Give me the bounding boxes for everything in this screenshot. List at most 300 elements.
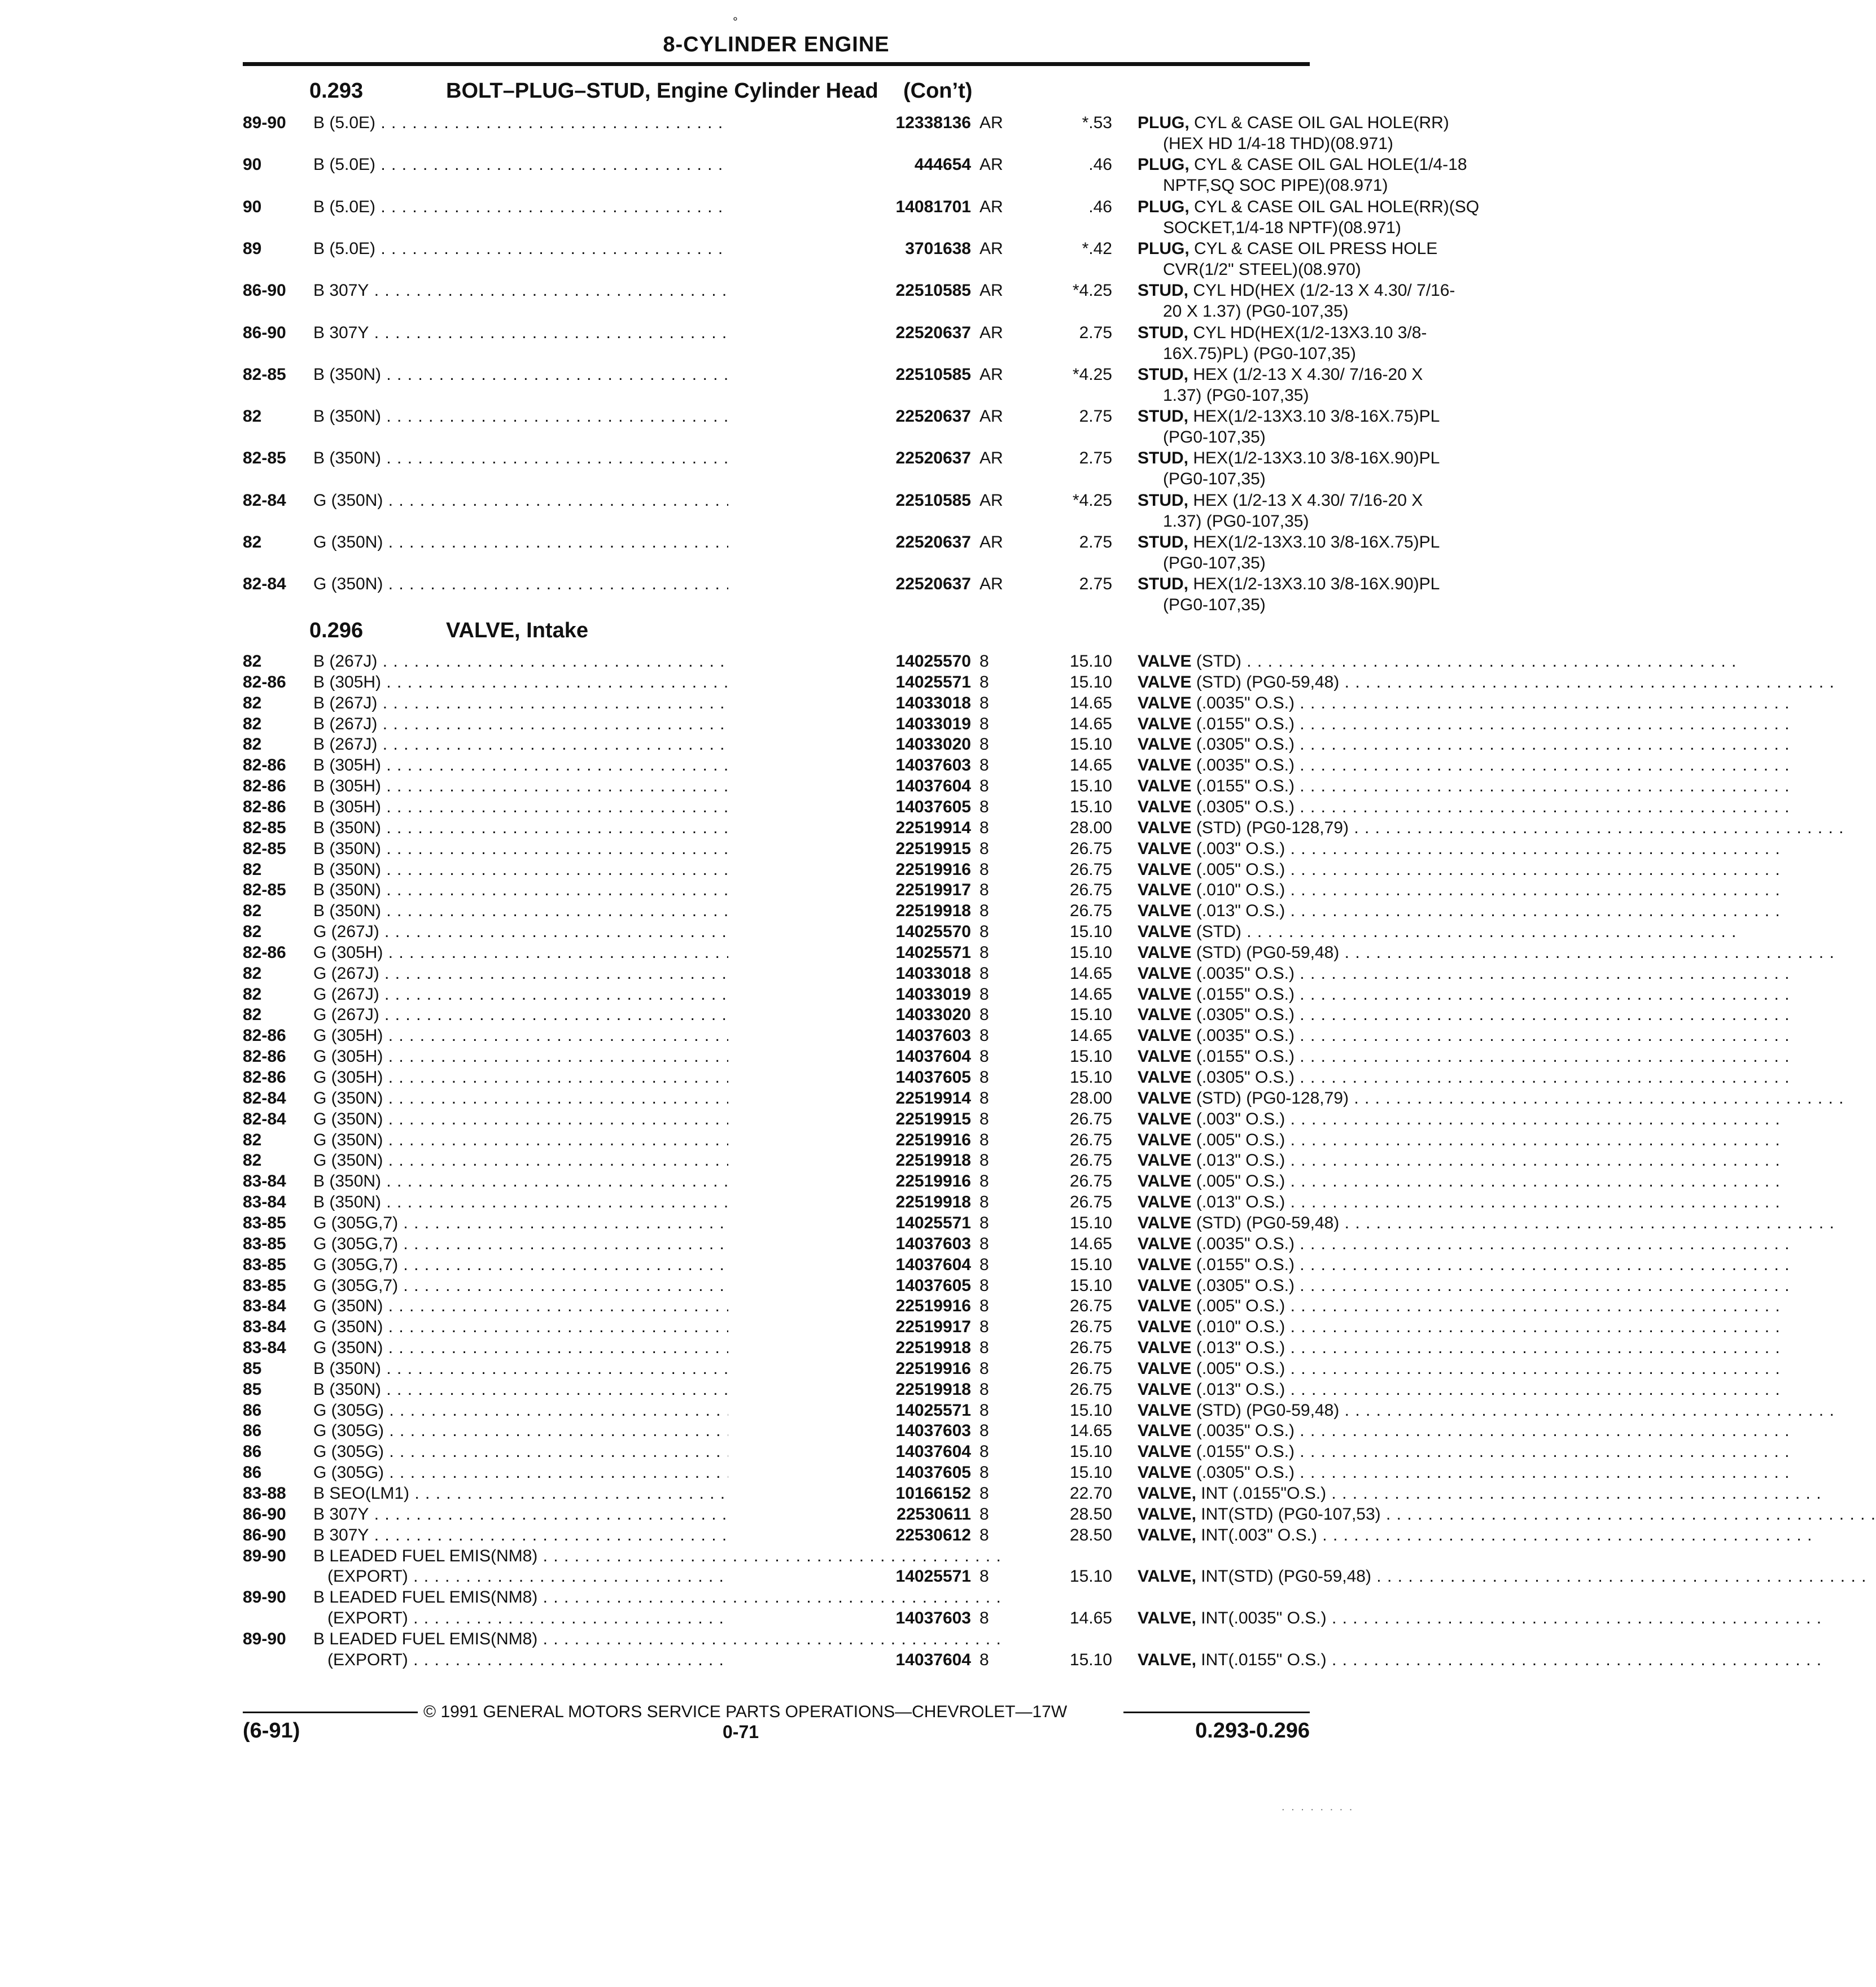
part-number: 14037605 bbox=[728, 1276, 971, 1296]
price: 26.75 bbox=[1069, 839, 1112, 858]
quantity: AR bbox=[979, 281, 1003, 300]
model-code: B (350N) . . . bbox=[313, 406, 852, 427]
part-number: 14025571 bbox=[728, 1213, 971, 1233]
price: 2.75 bbox=[1079, 533, 1112, 552]
description-text: (STD) . . . bbox=[1192, 652, 1737, 671]
model-code: B (350N) . . . bbox=[313, 839, 852, 859]
description-text: (.005" O.S.) . . . bbox=[1192, 1359, 1781, 1378]
part-number: 14037604 bbox=[728, 1442, 971, 1462]
part-number: 22519916 bbox=[728, 860, 971, 880]
description-text: (.005" O.S.) . . . bbox=[1192, 860, 1781, 879]
description-text: 20 X 1.37) (PG0-107,35) bbox=[1163, 302, 1349, 321]
quantity: 8 bbox=[979, 922, 989, 942]
description-keyword: VALVE bbox=[1138, 1297, 1192, 1316]
section-title: VALVE, Intake bbox=[446, 619, 588, 642]
year-range: 82 bbox=[243, 922, 262, 942]
model-code: G (305H) . . . bbox=[313, 1047, 852, 1067]
description bbox=[1138, 1130, 1550, 1150]
model-code-continued: (EXPORT) . . . bbox=[327, 1566, 867, 1587]
year-range: 82-86 bbox=[243, 756, 286, 775]
description-keyword: STUD, bbox=[1138, 323, 1188, 342]
description-text: 1.37) (PG0-107,35) bbox=[1163, 511, 1309, 531]
part-number: 22520637 bbox=[728, 323, 971, 343]
description bbox=[1138, 672, 1550, 693]
description-text: CYL HD(HEX(1/2-13X3.10 3/8- bbox=[1188, 323, 1427, 342]
quantity: 8 bbox=[979, 1130, 989, 1149]
description-continued bbox=[1163, 260, 1550, 280]
quantity: 8 bbox=[979, 1567, 989, 1586]
quantity: AR bbox=[979, 155, 1003, 174]
section-continued-note: (Con’t) bbox=[903, 79, 973, 103]
year-range: 85 bbox=[243, 1380, 262, 1399]
part-number: 14037603 bbox=[728, 755, 971, 776]
year-range: 82-85 bbox=[243, 881, 286, 900]
model-code: B (267J) . . . bbox=[313, 734, 852, 755]
part-number: 10166152 bbox=[728, 1483, 971, 1504]
description-text: (.0035" O.S.) . . . bbox=[1192, 694, 1790, 712]
description-text: HEX(1/2-13X3.10 3/8-16X.90)PL bbox=[1188, 449, 1440, 468]
description bbox=[1138, 491, 1550, 511]
description bbox=[1138, 113, 1550, 133]
part-number: 14033020 bbox=[728, 1005, 971, 1025]
description-keyword: VALVE, bbox=[1138, 1567, 1196, 1586]
quantity: 8 bbox=[979, 1109, 989, 1128]
footer-rule-right bbox=[1123, 1712, 1310, 1713]
model-code: B (350N) . . . bbox=[313, 1171, 852, 1192]
price: 15.10 bbox=[1069, 735, 1112, 754]
quantity: 8 bbox=[979, 818, 989, 837]
price: 15.10 bbox=[1069, 1005, 1112, 1025]
description bbox=[1138, 651, 1550, 672]
quantity: 8 bbox=[979, 1504, 989, 1524]
description-keyword: VALVE bbox=[1138, 1380, 1192, 1399]
description bbox=[1138, 1192, 1550, 1213]
quantity: AR bbox=[979, 575, 1003, 594]
model-code: G (305H) . . . bbox=[313, 1067, 852, 1088]
description-keyword: VALVE bbox=[1138, 1068, 1192, 1087]
price: 15.10 bbox=[1069, 943, 1112, 962]
price: 26.75 bbox=[1069, 1380, 1112, 1399]
description-text: (.005" O.S.) . . . bbox=[1192, 1172, 1781, 1191]
description-keyword: VALVE bbox=[1138, 714, 1192, 733]
description-text: (PG0-107,35) bbox=[1163, 470, 1266, 489]
description-keyword: VALVE, bbox=[1138, 1484, 1196, 1503]
description-keyword: STUD, bbox=[1138, 491, 1188, 510]
description-continued bbox=[1163, 134, 1550, 154]
description bbox=[1138, 1213, 1550, 1233]
price: 28.50 bbox=[1069, 1504, 1112, 1524]
part-number: 14025571 bbox=[728, 1566, 971, 1587]
year-range: 82-85 bbox=[243, 365, 286, 384]
part-number: 22519918 bbox=[728, 1380, 971, 1400]
description bbox=[1138, 1067, 1550, 1088]
price: 28.00 bbox=[1069, 818, 1112, 837]
quantity: AR bbox=[979, 533, 1003, 552]
description-text: CVR(1/2" STEEL)(08.970) bbox=[1163, 260, 1361, 279]
description bbox=[1138, 406, 1550, 427]
year-range: 82 bbox=[243, 533, 262, 552]
description-keyword: VALVE bbox=[1138, 881, 1192, 900]
price: 26.75 bbox=[1069, 1338, 1112, 1358]
year-range: 82 bbox=[243, 964, 262, 983]
description-keyword: VALVE bbox=[1138, 984, 1192, 1004]
part-number: 14081701 bbox=[728, 197, 971, 217]
description-continued bbox=[1163, 511, 1550, 532]
description-keyword: VALVE bbox=[1138, 1421, 1192, 1441]
part-number: 22519916 bbox=[728, 1171, 971, 1192]
quantity: 8 bbox=[979, 1359, 989, 1378]
part-number: 22520637 bbox=[728, 406, 971, 427]
year-range: 86-90 bbox=[243, 1504, 286, 1524]
description bbox=[1138, 1296, 1550, 1316]
model-code: G (305H) . . . bbox=[313, 943, 852, 963]
price: 15.10 bbox=[1069, 652, 1112, 671]
description-keyword: VALVE bbox=[1138, 797, 1192, 816]
model-code: B 307Y . . . bbox=[313, 281, 852, 301]
price: 2.75 bbox=[1079, 575, 1112, 594]
description-text: (.0305" O.S.) . . . bbox=[1192, 735, 1790, 754]
description-text: CYL & CASE OIL PRESS HOLE bbox=[1189, 239, 1438, 258]
price: 15.10 bbox=[1069, 1442, 1112, 1461]
model-code: B (305H) . . . bbox=[313, 776, 852, 796]
part-number: 14025571 bbox=[728, 943, 971, 963]
price: 2.75 bbox=[1079, 323, 1112, 342]
footer-copyright: © 1991 GENERAL MOTORS SERVICE PARTS OPERATIONS—CHEVROLET—17W bbox=[423, 1702, 1068, 1721]
part-number: 14037604 bbox=[728, 1255, 971, 1275]
description-keyword: VALVE bbox=[1138, 1213, 1192, 1232]
year-range: 82 bbox=[243, 1005, 262, 1025]
model-code: B SEO(LM1) . . . bbox=[313, 1483, 852, 1504]
description-keyword: VALVE bbox=[1138, 1088, 1192, 1108]
part-number: 22530612 bbox=[728, 1525, 971, 1546]
year-range: 82-84 bbox=[243, 575, 286, 594]
model-code: B (5.0E) . . . bbox=[313, 155, 852, 175]
part-number: 14033019 bbox=[728, 714, 971, 734]
year-range: 82 bbox=[243, 901, 262, 921]
model-code: B (350N) . . . bbox=[313, 448, 852, 469]
description bbox=[1138, 693, 1550, 714]
year-range: 86-90 bbox=[243, 1525, 286, 1544]
quantity: 8 bbox=[979, 672, 989, 691]
year-range: 82 bbox=[243, 714, 262, 733]
quantity: 8 bbox=[979, 735, 989, 754]
description-keyword: VALVE bbox=[1138, 1151, 1192, 1170]
description-text: (.0035" O.S.) . . . bbox=[1192, 756, 1790, 774]
description-keyword: VALVE bbox=[1138, 652, 1192, 671]
quantity: AR bbox=[979, 449, 1003, 468]
description bbox=[1138, 818, 1550, 838]
part-number: 14037605 bbox=[728, 1463, 971, 1483]
price: 28.50 bbox=[1069, 1525, 1112, 1544]
description-text: CYL HD(HEX (1/2-13 X 4.30/ 7/16- bbox=[1188, 281, 1455, 300]
description-text: (.0305" O.S.) . . . bbox=[1192, 798, 1790, 816]
year-range: 83-84 bbox=[243, 1338, 286, 1358]
description-text: (.003" O.S.) . . . bbox=[1192, 839, 1781, 858]
price: 15.10 bbox=[1069, 1276, 1112, 1295]
description-text: CYL & CASE OIL GAL HOLE(1/4-18 bbox=[1189, 155, 1467, 174]
description-text: (.0155" O.S.) . . . bbox=[1192, 715, 1790, 733]
price: 15.10 bbox=[1069, 1400, 1112, 1420]
description-keyword: STUD, bbox=[1138, 449, 1188, 468]
part-number: 14025570 bbox=[728, 651, 971, 672]
model-code: B (267J) . . . bbox=[313, 693, 852, 714]
description-keyword: VALVE bbox=[1138, 693, 1192, 712]
price: 26.75 bbox=[1069, 1193, 1112, 1212]
quantity: 8 bbox=[979, 881, 989, 900]
year-range: 82-86 bbox=[243, 672, 286, 691]
scan-mark: ° bbox=[733, 15, 738, 29]
price: 15.10 bbox=[1069, 672, 1112, 691]
year-range: 83-84 bbox=[243, 1318, 286, 1337]
model-code: B 307Y . . . bbox=[313, 1504, 852, 1525]
description-keyword: VALVE bbox=[1138, 1047, 1192, 1066]
description-continued bbox=[1163, 427, 1550, 448]
model-code: B (267J) . . . bbox=[313, 651, 852, 672]
description-text: INT(.0155" O.S.) . . . bbox=[1196, 1651, 1822, 1669]
description bbox=[1138, 574, 1550, 594]
part-number: 14037603 bbox=[728, 1234, 971, 1254]
year-range: 82 bbox=[243, 1151, 262, 1170]
description bbox=[1138, 281, 1550, 301]
year-range: 89-90 bbox=[243, 1629, 286, 1648]
part-number: 12338136 bbox=[728, 113, 971, 133]
description-text: INT (.0155"O.S.) . . . bbox=[1196, 1484, 1822, 1503]
description bbox=[1138, 1359, 1550, 1379]
model-code: B (350N) . . . bbox=[313, 880, 852, 900]
year-range: 83-84 bbox=[243, 1297, 286, 1316]
price: 14.65 bbox=[1069, 964, 1112, 983]
description-keyword: STUD, bbox=[1138, 281, 1188, 300]
quantity: AR bbox=[979, 407, 1003, 426]
description-text: INT(STD) (PG0-107,53) . . . bbox=[1196, 1505, 1876, 1524]
part-number: 22519914 bbox=[728, 818, 971, 838]
quantity: 8 bbox=[979, 839, 989, 858]
description bbox=[1138, 860, 1550, 880]
year-range: 83-84 bbox=[243, 1193, 286, 1212]
model-code: G (267J) . . . bbox=[313, 964, 852, 984]
price: 2.75 bbox=[1079, 449, 1112, 468]
description-keyword: VALVE bbox=[1138, 922, 1192, 942]
year-range: 83-85 bbox=[243, 1255, 286, 1274]
quantity: 8 bbox=[979, 1193, 989, 1212]
description-keyword: PLUG, bbox=[1138, 197, 1190, 216]
model-code: G (350N) . . . bbox=[313, 532, 852, 553]
description-text: (HEX HD 1/4-18 THD)(08.971) bbox=[1163, 134, 1393, 153]
description bbox=[1138, 155, 1550, 175]
model-code: B (5.0E) . . . bbox=[313, 197, 852, 217]
description-text: INT(.003" O.S.) . . . bbox=[1196, 1526, 1813, 1544]
quantity: 8 bbox=[979, 1650, 989, 1669]
description-keyword: VALVE bbox=[1138, 1255, 1192, 1274]
description bbox=[1138, 1338, 1550, 1358]
model-code: G (350N) . . . bbox=[313, 491, 852, 511]
description-keyword: VALVE bbox=[1138, 1463, 1192, 1482]
description-keyword: VALVE, bbox=[1138, 1609, 1196, 1628]
part-number: 22519915 bbox=[728, 839, 971, 859]
model-code: G (305G,7) . . . bbox=[313, 1255, 852, 1275]
price: 26.75 bbox=[1069, 901, 1112, 921]
description-keyword: STUD, bbox=[1138, 365, 1188, 384]
part-number: 22510585 bbox=[728, 281, 971, 301]
year-range: 82 bbox=[243, 407, 262, 426]
description bbox=[1138, 1421, 1550, 1441]
description bbox=[1138, 365, 1550, 385]
quantity: 8 bbox=[979, 1151, 989, 1170]
description bbox=[1138, 1566, 1550, 1587]
year-range: 83-85 bbox=[243, 1213, 286, 1232]
part-number: 14037603 bbox=[728, 1608, 971, 1629]
part-number: 22519914 bbox=[728, 1088, 971, 1109]
price: 14.65 bbox=[1069, 714, 1112, 733]
quantity: 8 bbox=[979, 1609, 989, 1628]
description-keyword: VALVE bbox=[1138, 943, 1192, 962]
part-number: 22519918 bbox=[728, 1150, 971, 1171]
description-keyword: VALVE bbox=[1138, 818, 1192, 837]
price: *.53 bbox=[1082, 113, 1112, 132]
description bbox=[1138, 1276, 1550, 1296]
quantity: AR bbox=[979, 239, 1003, 258]
description bbox=[1138, 1047, 1550, 1067]
description-text: (.010" O.S.) . . . bbox=[1192, 1318, 1781, 1336]
description bbox=[1138, 1255, 1550, 1275]
year-range: 89-90 bbox=[243, 1588, 286, 1607]
description-text: (.0155" O.S.) . . . bbox=[1192, 1442, 1790, 1461]
price: 15.10 bbox=[1069, 777, 1112, 796]
part-number: 444654 bbox=[728, 155, 971, 175]
scan-specks: . . . . . . . . bbox=[1282, 1801, 1354, 1813]
description-text: (.013" O.S.) . . . bbox=[1192, 1380, 1781, 1399]
description bbox=[1138, 1150, 1550, 1171]
description-text: (.0035" O.S.) . . . bbox=[1192, 964, 1790, 983]
model-code: G (350N) . . . bbox=[313, 1317, 852, 1337]
description-text: (.0155" O.S.) . . . bbox=[1192, 985, 1790, 1004]
model-code: G (305G) . . . bbox=[313, 1400, 852, 1421]
price: 14.65 bbox=[1069, 756, 1112, 775]
description-keyword: VALVE bbox=[1138, 839, 1192, 858]
year-range: 83-85 bbox=[243, 1276, 286, 1295]
part-number: 14037604 bbox=[728, 1047, 971, 1067]
section-number: 0.296 bbox=[309, 619, 364, 642]
price: 14.65 bbox=[1069, 1609, 1112, 1628]
model-code: B (350N) . . . bbox=[313, 901, 852, 921]
price: 26.75 bbox=[1069, 881, 1112, 900]
quantity: 8 bbox=[979, 777, 989, 796]
year-range: 89-90 bbox=[243, 1546, 286, 1565]
model-code: G (267J) . . . bbox=[313, 1005, 852, 1025]
description-keyword: VALVE bbox=[1138, 1276, 1192, 1295]
description-keyword: PLUG, bbox=[1138, 239, 1190, 258]
description-text: HEX(1/2-13X3.10 3/8-16X.75)PL bbox=[1188, 533, 1440, 552]
description bbox=[1138, 1234, 1550, 1254]
description-text: (.003" O.S.) . . . bbox=[1192, 1110, 1781, 1128]
quantity: 8 bbox=[979, 1088, 989, 1108]
quantity: AR bbox=[979, 323, 1003, 342]
part-number: 14025571 bbox=[728, 1400, 971, 1421]
description-text: (STD) (PG0-59,48) . . . bbox=[1192, 673, 1835, 691]
description-text: (STD) (PG0-128,79) . . . bbox=[1192, 819, 1844, 837]
description-text: (.0155" O.S.) . . . bbox=[1192, 1255, 1790, 1274]
price: 26.75 bbox=[1069, 1109, 1112, 1128]
part-number: 22510585 bbox=[728, 365, 971, 385]
model-code: B LEADED FUEL EMIS(NM8) . . . bbox=[313, 1546, 852, 1566]
description-text: HEX (1/2-13 X 4.30/ 7/16-20 X bbox=[1188, 365, 1423, 384]
model-code: G (350N) . . . bbox=[313, 574, 852, 594]
price: 15.10 bbox=[1069, 1650, 1112, 1669]
price: 15.10 bbox=[1069, 1255, 1112, 1274]
description bbox=[1138, 964, 1550, 984]
quantity: 8 bbox=[979, 714, 989, 733]
year-range: 82-85 bbox=[243, 449, 286, 468]
year-range: 82 bbox=[243, 984, 262, 1004]
description bbox=[1138, 1171, 1550, 1192]
description-text: (STD) . . . bbox=[1192, 922, 1737, 941]
price: 15.10 bbox=[1069, 1047, 1112, 1066]
description-text: (.0155" O.S.) . . . bbox=[1192, 777, 1790, 795]
description-keyword: VALVE bbox=[1138, 1109, 1192, 1128]
description bbox=[1138, 1109, 1550, 1130]
part-number: 22519915 bbox=[728, 1109, 971, 1130]
description-text: HEX(1/2-13X3.10 3/8-16X.90)PL bbox=[1188, 575, 1440, 594]
year-range: 82 bbox=[243, 735, 262, 754]
description bbox=[1138, 714, 1550, 734]
description-keyword: VALVE bbox=[1138, 860, 1192, 879]
description-keyword: PLUG, bbox=[1138, 155, 1190, 174]
description-text: 1.37) (PG0-107,35) bbox=[1163, 386, 1309, 405]
part-number: 14037605 bbox=[728, 1067, 971, 1088]
description bbox=[1138, 1317, 1550, 1337]
price: 26.75 bbox=[1069, 1151, 1112, 1170]
footer-rule-left bbox=[243, 1712, 418, 1713]
year-range: 82 bbox=[243, 652, 262, 671]
part-number: 14037604 bbox=[728, 1650, 971, 1670]
description-text: (PG0-107,35) bbox=[1163, 428, 1266, 447]
description bbox=[1138, 197, 1550, 217]
part-number: 14033020 bbox=[728, 734, 971, 755]
quantity: 8 bbox=[979, 1421, 989, 1441]
model-code: G (350N) . . . bbox=[313, 1088, 852, 1109]
footer-section-range: 0.293-0.296 bbox=[1195, 1719, 1310, 1743]
quantity: 8 bbox=[979, 1463, 989, 1482]
price: .46 bbox=[1088, 155, 1112, 174]
description bbox=[1138, 448, 1550, 469]
description-keyword: VALVE bbox=[1138, 756, 1192, 775]
description bbox=[1138, 922, 1550, 942]
description-keyword: VALVE bbox=[1138, 777, 1192, 796]
description-text: (.0305" O.S.) . . . bbox=[1192, 1068, 1790, 1087]
description-text: HEX (1/2-13 X 4.30/ 7/16-20 X bbox=[1188, 491, 1423, 510]
price: 26.75 bbox=[1069, 1172, 1112, 1191]
price: 22.70 bbox=[1069, 1484, 1112, 1503]
quantity: 8 bbox=[979, 984, 989, 1004]
description-text: INT(.0035" O.S.) . . . bbox=[1196, 1609, 1822, 1627]
model-code: G (305G,7) . . . bbox=[313, 1276, 852, 1296]
quantity: 8 bbox=[979, 1234, 989, 1253]
description-text: (.005" O.S.) . . . bbox=[1192, 1131, 1781, 1149]
description-keyword: VALVE bbox=[1138, 1338, 1192, 1358]
quantity: 8 bbox=[979, 1318, 989, 1337]
description-text: (.0305" O.S.) . . . bbox=[1192, 1463, 1790, 1482]
year-range: 85 bbox=[243, 1359, 262, 1378]
description-keyword: VALVE, bbox=[1138, 1650, 1196, 1669]
part-number: 22530611 bbox=[728, 1504, 971, 1525]
price: 14.65 bbox=[1069, 1234, 1112, 1253]
description-text: (.013" O.S.) . . . bbox=[1192, 1338, 1781, 1357]
model-code: G (305G) . . . bbox=[313, 1463, 852, 1483]
quantity: 8 bbox=[979, 1525, 989, 1544]
description bbox=[1138, 901, 1550, 921]
model-code: G (350N) . . . bbox=[313, 1150, 852, 1171]
price: *4.25 bbox=[1072, 281, 1112, 300]
